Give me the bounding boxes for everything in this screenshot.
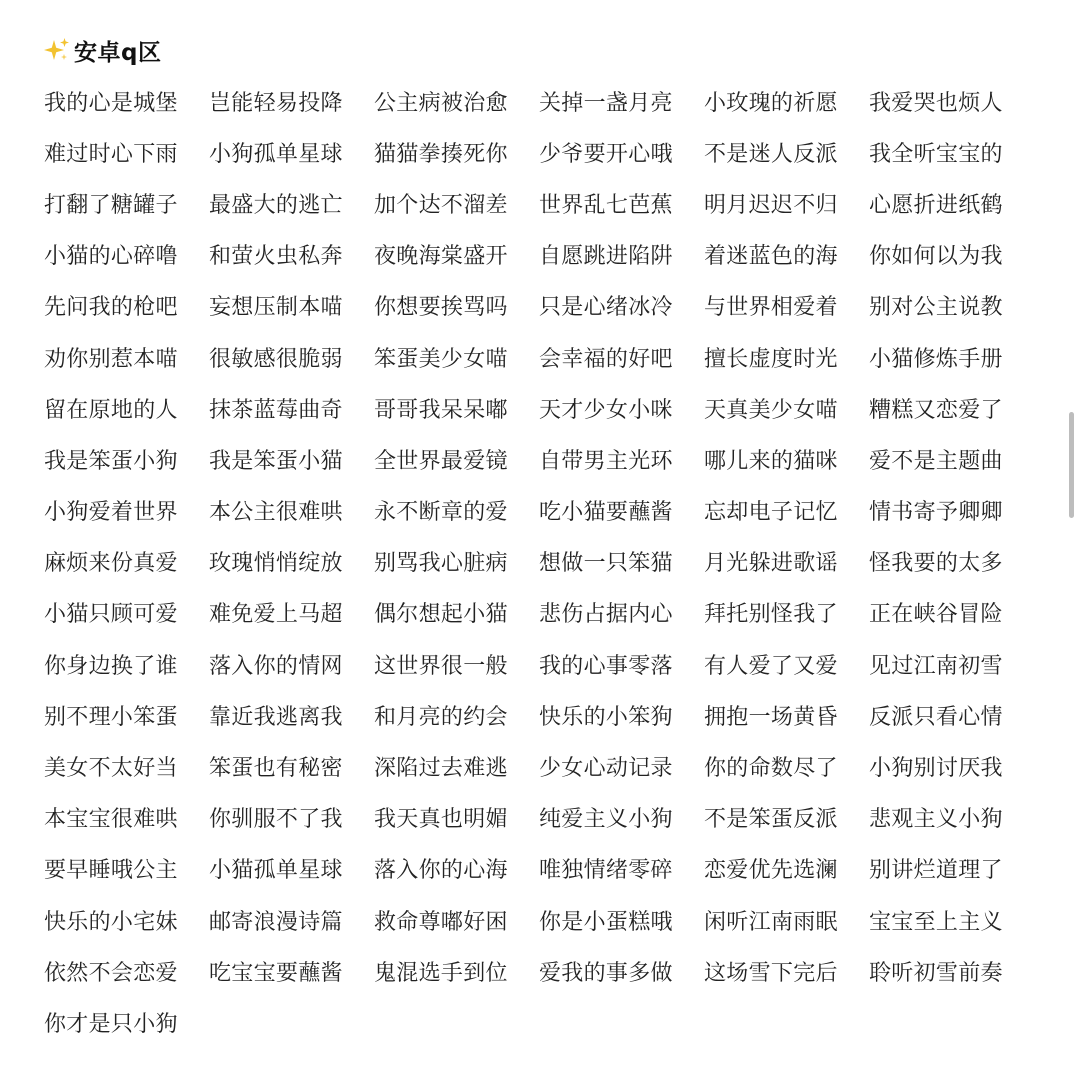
name-item: 靠近我逃离我 — [209, 704, 343, 730]
name-item: 少爷要开心哦 — [539, 141, 673, 167]
name-item: 反派只看心情 — [869, 704, 1003, 730]
scrollbar[interactable] — [1069, 412, 1074, 518]
name-item: 正在峡谷冒险 — [869, 602, 1003, 628]
name-item: 拜托别怪我了 — [704, 602, 838, 628]
section-header — [44, 30, 161, 70]
name-item: 小狗爱着世界 — [44, 500, 178, 526]
name-item: 纯爱主义小狗 — [539, 807, 673, 833]
name-item: 岂能轻易投降 — [209, 90, 343, 116]
name-item: 聆听初雪前奏 — [869, 960, 1003, 986]
name-item: 美女不太好当 — [44, 756, 178, 782]
name-item: 要早睡哦公主 — [44, 858, 178, 884]
name-item: 自愿跳进陷阱 — [539, 244, 673, 270]
name-item: 恋爱优先选澜 — [704, 858, 838, 884]
name-item: 公主病被治愈 — [374, 90, 508, 116]
section-title: 安卓q区 — [74, 39, 162, 66]
name-item: 留在原地的人 — [44, 397, 178, 423]
name-item: 会幸福的好吧 — [539, 346, 673, 372]
name-item: 情书寄予卿卿 — [869, 500, 1003, 526]
name-item: 我爱哭也烦人 — [869, 90, 1003, 116]
name-item: 擅长虚度时光 — [704, 346, 838, 372]
name-item: 自带男主光环 — [539, 448, 673, 474]
name-item: 别对公主说教 — [869, 295, 1003, 321]
name-item: 哪儿来的猫咪 — [704, 448, 838, 474]
name-item: 难过时心下雨 — [44, 141, 178, 167]
name-item: 和萤火虫私奔 — [209, 244, 343, 270]
name-item: 最盛大的逃亡 — [209, 192, 343, 218]
name-item: 加个达不溜差 — [374, 192, 508, 218]
name-item: 猫猫拳揍死你 — [374, 141, 508, 167]
name-item: 只是心绪冰冷 — [539, 295, 673, 321]
name-grid — [44, 78, 1034, 1051]
name-item: 小狗别讨厌我 — [869, 756, 1003, 782]
name-item: 妄想压制本喵 — [209, 295, 343, 321]
name-item: 小猫的心碎噜 — [44, 244, 178, 270]
name-item: 这场雪下完后 — [704, 960, 838, 986]
name-item: 心愿折进纸鹤 — [869, 192, 1003, 218]
name-item: 天才少女小咪 — [539, 397, 673, 423]
name-item: 月光躲进歌谣 — [704, 551, 838, 577]
name-item: 你是小蛋糕哦 — [539, 909, 673, 935]
name-item: 本宝宝很难哄 — [44, 807, 178, 833]
name-item: 你想要挨骂吗 — [374, 295, 508, 321]
name-item: 怪我要的太多 — [869, 551, 1003, 577]
name-item: 小猫只顾可爱 — [44, 602, 178, 628]
name-item: 笨蛋也有秘密 — [209, 756, 343, 782]
name-item: 小玫瑰的祈愿 — [704, 90, 838, 116]
name-item: 别讲烂道理了 — [869, 858, 1003, 884]
name-item: 别骂我心脏病 — [374, 551, 508, 577]
name-item: 我全听宝宝的 — [869, 141, 1003, 167]
name-item: 快乐的小宅妹 — [44, 909, 178, 935]
name-item: 鬼混选手到位 — [374, 960, 508, 986]
name-item: 麻烦来份真爱 — [44, 551, 178, 577]
name-item: 悲观主义小狗 — [869, 807, 1003, 833]
name-item: 难免爱上马超 — [209, 602, 343, 628]
name-item: 落入你的心海 — [374, 858, 508, 884]
name-item: 小狗孤单星球 — [209, 141, 343, 167]
name-item: 偶尔想起小猫 — [374, 602, 508, 628]
name-item: 我是笨蛋小狗 — [44, 448, 178, 474]
name-item: 依然不会恋爱 — [44, 960, 178, 986]
name-item: 你驯服不了我 — [209, 807, 343, 833]
name-item: 闲听江南雨眠 — [704, 909, 838, 935]
name-item: 永不断章的爱 — [374, 500, 508, 526]
name-item: 打翻了糖罐子 — [44, 192, 178, 218]
name-item: 小猫孤单星球 — [209, 858, 343, 884]
name-item: 这世界很一般 — [374, 653, 508, 679]
name-item: 救命尊嘟好困 — [374, 909, 508, 935]
name-item: 唯独情绪零碎 — [539, 858, 673, 884]
name-item: 忘却电子记忆 — [704, 500, 838, 526]
name-item: 宝宝至上主义 — [869, 909, 1003, 935]
name-item: 哥哥我呆呆嘟 — [374, 397, 508, 423]
name-item: 快乐的小笨狗 — [539, 704, 673, 730]
name-item: 落入你的情网 — [209, 653, 343, 679]
name-item: 很敏感很脆弱 — [209, 346, 343, 372]
name-item: 拥抱一场黄昏 — [704, 704, 838, 730]
name-item: 想做一只笨猫 — [539, 551, 673, 577]
name-item: 抹茶蓝莓曲奇 — [209, 397, 343, 423]
name-item: 爱不是主题曲 — [869, 448, 1003, 474]
name-item: 我的心是城堡 — [44, 90, 178, 116]
name-item: 先问我的枪吧 — [44, 295, 178, 321]
name-item: 与世界相爱着 — [704, 295, 838, 321]
name-item: 天真美少女喵 — [704, 397, 838, 423]
name-item: 你才是只小狗 — [44, 1011, 178, 1037]
name-item: 邮寄浪漫诗篇 — [209, 909, 343, 935]
name-item: 你如何以为我 — [869, 244, 1003, 270]
sparkles-icon — [44, 37, 70, 63]
name-item: 夜晚海棠盛开 — [374, 244, 508, 270]
name-item: 你身边换了谁 — [44, 653, 178, 679]
name-item: 关掉一盏月亮 — [539, 90, 673, 116]
name-item: 不是迷人反派 — [704, 141, 838, 167]
name-item: 我天真也明媚 — [374, 807, 508, 833]
name-item: 有人爱了又爱 — [704, 653, 838, 679]
name-item: 你的命数尽了 — [704, 756, 838, 782]
name-item: 少女心动记录 — [539, 756, 673, 782]
name-item: 吃宝宝要蘸酱 — [209, 960, 343, 986]
name-item: 爱我的事多做 — [539, 960, 673, 986]
name-item: 和月亮的约会 — [374, 704, 508, 730]
name-item: 别不理小笨蛋 — [44, 704, 178, 730]
name-item: 我是笨蛋小猫 — [209, 448, 343, 474]
name-item: 悲伤占据内心 — [539, 602, 673, 628]
name-item: 劝你别惹本喵 — [44, 346, 178, 372]
name-item: 不是笨蛋反派 — [704, 807, 838, 833]
name-item: 深陷过去难逃 — [374, 756, 508, 782]
name-item: 明月迟迟不归 — [704, 192, 838, 218]
name-item: 小猫修炼手册 — [869, 346, 1003, 372]
name-item: 本公主很难哄 — [209, 500, 343, 526]
name-item: 着迷蓝色的海 — [704, 244, 838, 270]
name-item: 笨蛋美少女喵 — [374, 346, 508, 372]
name-item: 全世界最爱镜 — [374, 448, 508, 474]
name-item: 我的心事零落 — [539, 653, 673, 679]
name-item: 世界乱七芭蕉 — [539, 192, 673, 218]
name-item: 糟糕又恋爱了 — [869, 397, 1003, 423]
name-item: 玫瑰悄悄绽放 — [209, 551, 343, 577]
name-item: 吃小猫要蘸酱 — [539, 500, 673, 526]
name-item: 见过江南初雪 — [869, 653, 1003, 679]
